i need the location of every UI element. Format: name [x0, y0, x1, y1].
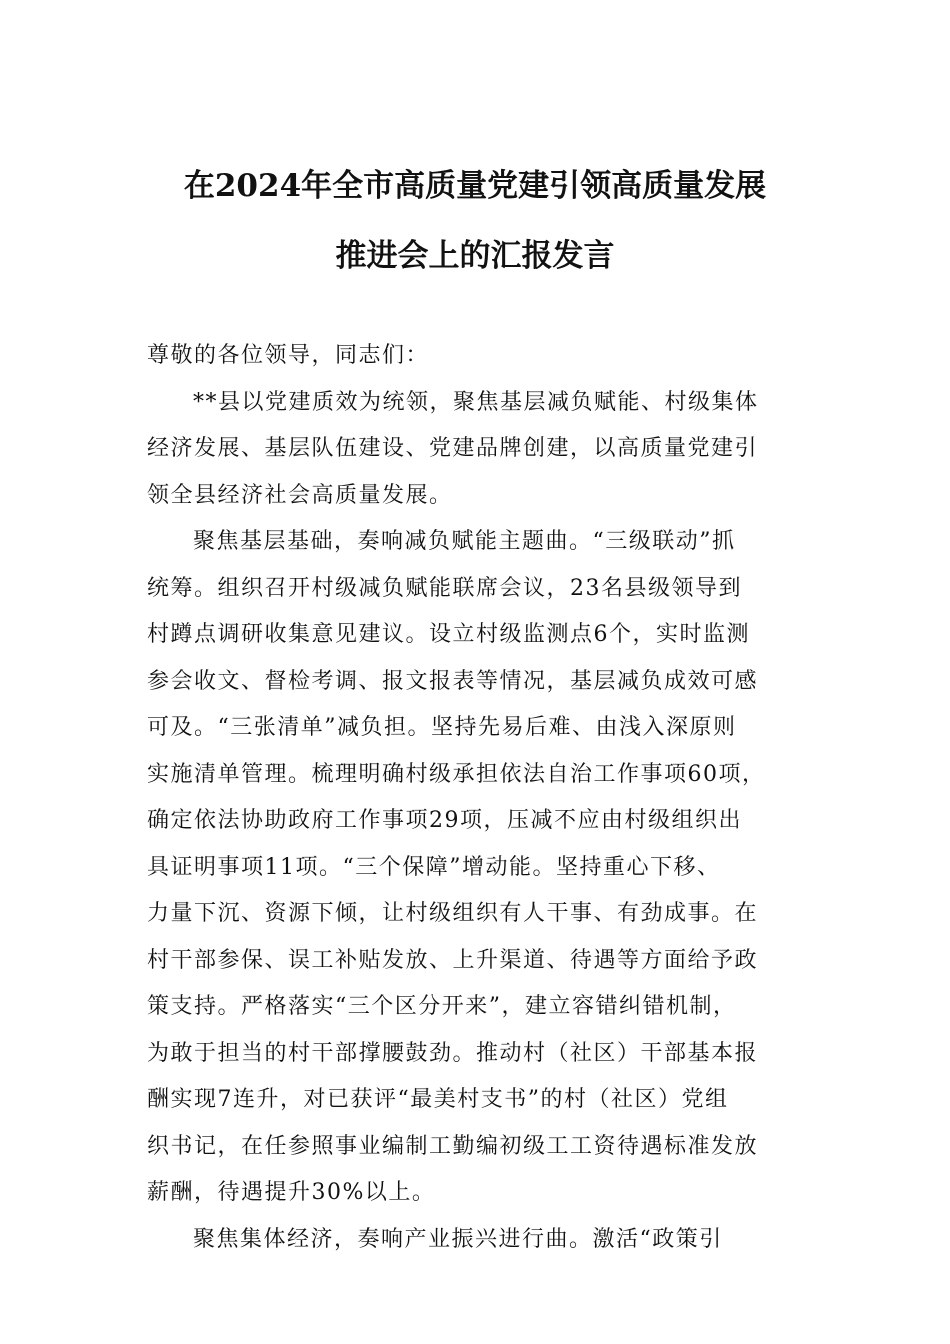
paragraph-line: 力量下沉、资源下倾，让村级组织有人干事、有劲成事。在 — [147, 901, 759, 926]
paragraph-line: 确定依法协助政府工作事项29项，压减不应由村级组织出 — [147, 808, 742, 833]
document-title-line-1: 在2024年全市高质量党建引领高质量发展 — [183, 168, 767, 204]
salutation-line: 尊敬的各位领导，同志们： — [147, 343, 430, 368]
paragraph-line: 村干部参保、误工补贴发放、上升渠道、待遇等方面给予政 — [147, 947, 759, 973]
paragraph-line: 薪酬，待遇提升30%以上。 — [147, 1180, 436, 1205]
paragraph-line: 聚焦基层基础，奏响减负赋能主题曲。“三级联动”抓 — [193, 529, 736, 554]
paragraph-line: 统筹。组织召开村级减负赋能联席会议，23名县级领导到 — [147, 575, 742, 601]
paragraph-line: 织书记，在任参照事业编制工勤编初级工工资待遇标准发放 — [147, 1133, 759, 1159]
paragraph-line: 酬实现7连升，对已获评“最美村支书”的村（社区）党组 — [147, 1087, 729, 1112]
paragraph-line: 经济发展、基层队伍建设、党建品牌创建，以高质量党建引 — [147, 436, 759, 461]
paragraph-line: 聚焦集体经济，奏响产业振兴进行曲。激活“政策引 — [193, 1226, 723, 1252]
paragraph-line: 村蹲点调研收集意见建议。设立村级监测点6个，实时监测 — [147, 622, 750, 647]
document-body — [147, 333, 817, 1263]
document-title-line-2: 推进会上的汇报发言 — [335, 238, 615, 274]
paragraph-line: 策支持。严格落实“三个区分开来”，建立容错纠错机制， — [147, 994, 737, 1019]
paragraph-1 — [147, 380, 817, 520]
paragraph-line: 领全县经济社会高质量发展。 — [147, 482, 453, 508]
paragraph-line: **县以党建质效为统领，聚焦基层减负赋能、村级集体 — [193, 389, 759, 415]
paragraph-3 — [147, 1217, 817, 1264]
paragraph-line: 实施清单管理。梳理明确村级承担依法自治工作事项60项， — [147, 761, 766, 787]
salutation — [147, 333, 817, 380]
paragraph-line: 可及。“三张清单”减负担。坚持先易后难、由浅入深原则 — [147, 715, 737, 740]
paragraph-line: 参会收文、督检考调、报文报表等情况，基层减负成效可感 — [147, 668, 759, 694]
paragraph-2 — [147, 519, 817, 1217]
paragraph-line: 为敢于担当的村干部撑腰鼓劲。推动村（社区）干部基本报 — [147, 1040, 759, 1066]
paragraph-line: 具证明事项11项。“三个保障”增动能。坚持重心下移、 — [147, 854, 721, 880]
